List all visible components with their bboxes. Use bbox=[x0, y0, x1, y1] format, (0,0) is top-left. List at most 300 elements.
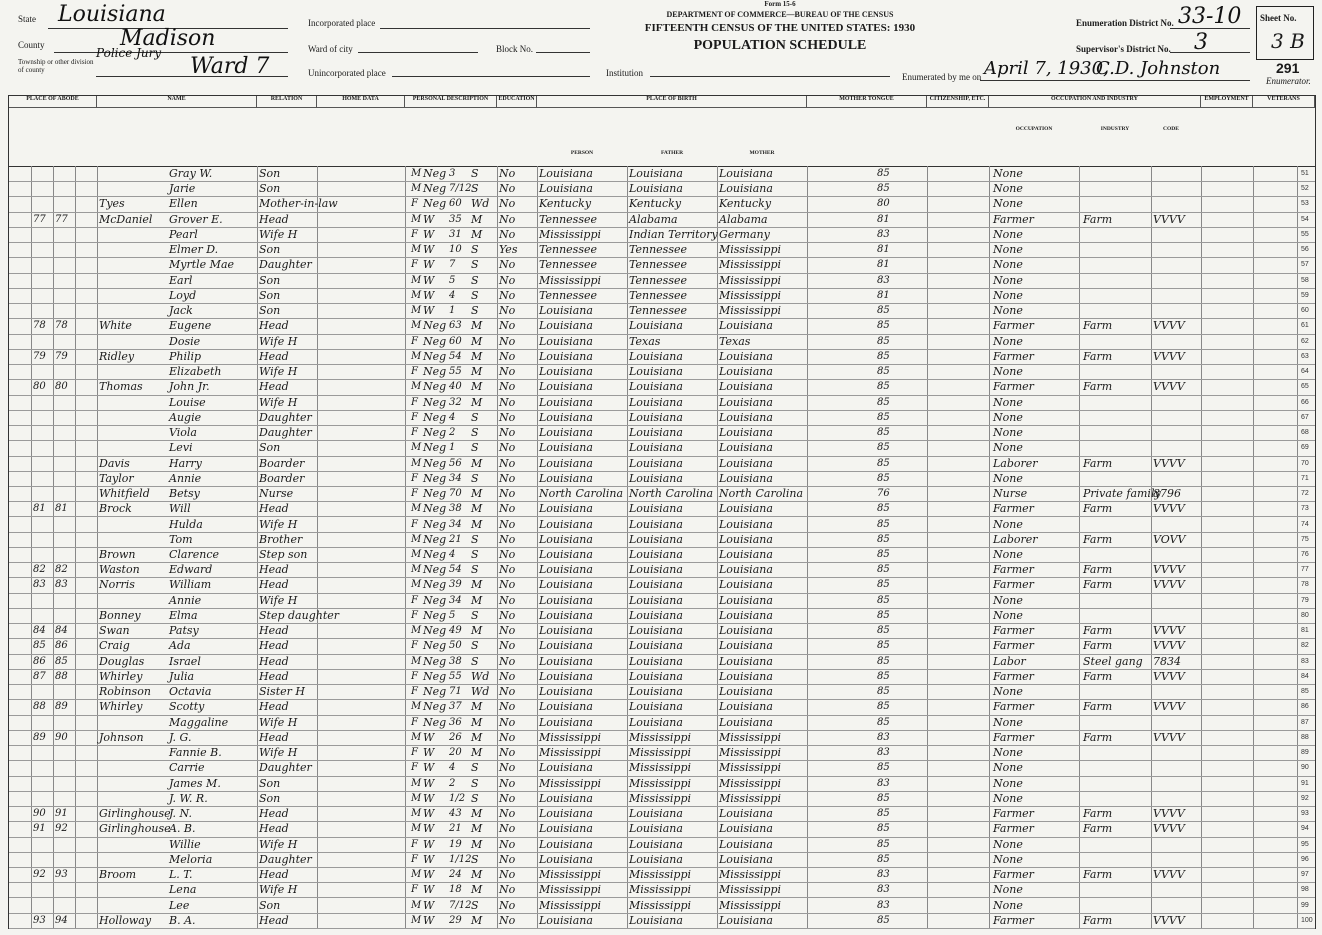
cell-ind bbox=[1083, 715, 1151, 730]
cell-age: 4 bbox=[449, 289, 456, 301]
cell-rel: Son bbox=[259, 791, 281, 805]
cell-mar: S bbox=[471, 258, 479, 272]
line-number: 65 bbox=[1301, 383, 1309, 391]
line-number: 82 bbox=[1301, 642, 1309, 650]
cell-occ: None bbox=[993, 593, 1023, 607]
cell-mar: S bbox=[471, 182, 479, 196]
cell-age: 7 bbox=[449, 259, 456, 271]
line-number: 70 bbox=[1301, 459, 1309, 467]
cell-fam bbox=[55, 273, 75, 288]
cell-mar: M bbox=[471, 715, 483, 729]
cell-surname: Thomas bbox=[99, 380, 143, 394]
schedule-table bbox=[8, 95, 1316, 929]
cell-mar: M bbox=[471, 502, 483, 516]
cell-fam: 78 bbox=[55, 320, 68, 332]
cell-dw bbox=[33, 486, 53, 501]
cell-school: No bbox=[499, 471, 516, 485]
cell-rel: Step son bbox=[259, 548, 308, 561]
cell-race: Neg bbox=[423, 517, 447, 531]
enumerator-label: Enumerator. bbox=[1266, 76, 1311, 86]
cell-school: No bbox=[499, 380, 516, 394]
cell-race: Neg bbox=[423, 532, 447, 546]
table-row bbox=[9, 898, 1315, 914]
cell-sex: M bbox=[411, 823, 422, 835]
enum-district-value: 33-10 bbox=[1178, 4, 1242, 29]
cell-school: Yes bbox=[499, 243, 518, 257]
cell-birth: Louisiana bbox=[539, 334, 593, 348]
table-row bbox=[9, 334, 1315, 350]
cell-sex: F bbox=[411, 747, 418, 759]
line-number: 71 bbox=[1301, 474, 1309, 482]
cell-surname bbox=[99, 898, 169, 913]
line-number: 98 bbox=[1301, 886, 1309, 894]
cell-age: 70 bbox=[449, 488, 462, 500]
cell-school: No bbox=[499, 426, 516, 440]
cell-mar: S bbox=[471, 471, 479, 485]
cell-dw bbox=[33, 471, 53, 486]
enumerator-name: C.D. Johnston bbox=[1096, 58, 1221, 79]
cell-ind: Farm bbox=[1083, 913, 1113, 927]
line-number: 56 bbox=[1301, 246, 1309, 254]
cell-mar: Wd bbox=[471, 685, 490, 699]
cell-birth: Louisiana bbox=[539, 578, 593, 592]
cell-dw bbox=[33, 227, 53, 242]
line-number: 51 bbox=[1301, 170, 1309, 177]
cell-dw: 84 bbox=[33, 625, 46, 637]
cell-ind: Farm bbox=[1083, 822, 1113, 836]
cell-occ: Farmer bbox=[993, 349, 1034, 363]
cell-fam bbox=[55, 486, 75, 501]
line-number: 55 bbox=[1301, 230, 1309, 238]
institution-line bbox=[650, 76, 890, 77]
cell-father: Mississippi bbox=[629, 776, 691, 790]
cell-occ: Laborer bbox=[993, 456, 1038, 470]
cell-tongue: 81 bbox=[877, 289, 890, 301]
cell-rel: Son bbox=[259, 776, 281, 790]
cell-mar: S bbox=[471, 761, 479, 775]
cell-fam bbox=[55, 456, 75, 471]
cell-ind: Farm bbox=[1083, 807, 1113, 821]
cell-tongue: 85 bbox=[877, 503, 890, 515]
cell-given: L. T. bbox=[169, 868, 193, 882]
cell-ind: Private family bbox=[1083, 487, 1161, 501]
cell-dw bbox=[33, 181, 53, 196]
township-value: Ward 7 bbox=[190, 54, 270, 79]
cell-father: Louisiana bbox=[629, 685, 683, 699]
cell-surname bbox=[99, 532, 169, 547]
cell-school: No bbox=[499, 883, 516, 897]
cell-tongue: 85 bbox=[877, 594, 890, 606]
cell-code bbox=[1153, 166, 1199, 181]
cell-sex: F bbox=[411, 716, 418, 728]
cell-school: No bbox=[499, 776, 516, 790]
cell-race: Neg bbox=[423, 548, 447, 561]
cell-age: 63 bbox=[449, 320, 462, 332]
cell-mother: Louisiana bbox=[719, 608, 773, 622]
page-number: 291 bbox=[1276, 60, 1300, 76]
cell-birth: Mississippi bbox=[539, 883, 601, 897]
cell-mar: M bbox=[471, 578, 483, 592]
cell-school: No bbox=[499, 563, 516, 577]
cell-fam bbox=[55, 288, 75, 303]
line-number: 94 bbox=[1301, 825, 1309, 833]
cell-dw: 79 bbox=[33, 350, 46, 362]
cell-age: 7/12 bbox=[449, 183, 472, 195]
cell-birth: Louisiana bbox=[539, 563, 593, 577]
cell-sex: F bbox=[411, 670, 418, 682]
cell-dw bbox=[33, 273, 53, 288]
cell-given: J. W. R. bbox=[169, 791, 208, 805]
block-line bbox=[536, 52, 590, 53]
cell-code bbox=[1153, 715, 1199, 730]
ward-line bbox=[358, 52, 478, 53]
cell-father: Louisiana bbox=[629, 380, 683, 394]
cell-code: VVVV bbox=[1153, 730, 1185, 744]
cell-sex: F bbox=[411, 609, 418, 621]
cell-surname bbox=[99, 440, 169, 455]
cell-sex: M bbox=[411, 289, 422, 301]
cell-age: 71 bbox=[449, 686, 462, 698]
line-number: 74 bbox=[1301, 520, 1309, 528]
cell-mar: S bbox=[471, 532, 479, 546]
cell-rel: Head bbox=[259, 624, 289, 638]
cell-age: 29 bbox=[449, 914, 462, 926]
cell-occ: None bbox=[993, 167, 1023, 180]
cell-mother: Louisiana bbox=[719, 593, 773, 607]
cell-given: Israel bbox=[169, 654, 201, 668]
cell-surname: McDaniel bbox=[99, 212, 153, 226]
cell-mother: Louisiana bbox=[719, 700, 773, 714]
line-number: 60 bbox=[1301, 307, 1309, 315]
cell-code: VVVV bbox=[1153, 502, 1185, 516]
cell-given: Grover E. bbox=[169, 212, 223, 226]
cell-ind: Farm bbox=[1083, 319, 1113, 333]
cell-mar: M bbox=[471, 624, 483, 638]
cell-surname bbox=[99, 745, 169, 760]
cell-dw bbox=[33, 532, 53, 547]
cell-ind: Farm bbox=[1083, 868, 1113, 882]
cell-birth: Louisiana bbox=[539, 182, 593, 196]
cell-given: Viola bbox=[169, 426, 197, 440]
cell-birth: Tennessee bbox=[539, 243, 597, 257]
line-number: 93 bbox=[1301, 810, 1309, 818]
cell-occ: Laborer bbox=[993, 532, 1038, 546]
cell-age: 21 bbox=[449, 533, 462, 545]
cell-code bbox=[1153, 395, 1199, 410]
cell-ind bbox=[1083, 684, 1151, 699]
cell-mother: Louisiana bbox=[719, 685, 773, 699]
cell-mar: S bbox=[471, 410, 479, 424]
cell-given: Betsy bbox=[169, 487, 200, 501]
cell-mother: Mississippi bbox=[719, 730, 781, 744]
cell-tongue: 85 bbox=[877, 533, 890, 545]
cell-tongue: 83 bbox=[877, 869, 890, 881]
sheet-label: Sheet No. bbox=[1260, 13, 1297, 23]
table-row bbox=[9, 501, 1315, 517]
cell-code: VVVV bbox=[1153, 563, 1185, 577]
table-row bbox=[9, 654, 1315, 670]
cell-mar: S bbox=[471, 852, 479, 866]
cell-occ: None bbox=[993, 548, 1023, 561]
cell-tongue: 85 bbox=[877, 381, 890, 393]
cell-mother: Germany bbox=[719, 227, 770, 241]
cell-birth: Louisiana bbox=[539, 502, 593, 516]
cell-mar: M bbox=[471, 334, 483, 348]
cell-sex: M bbox=[411, 274, 422, 286]
cell-tongue: 85 bbox=[877, 335, 890, 347]
cell-given: Ada bbox=[169, 639, 191, 653]
cell-birth: Kentucky bbox=[539, 197, 592, 211]
table-row bbox=[9, 456, 1315, 472]
cell-given: William bbox=[169, 578, 212, 592]
cell-fam: 80 bbox=[55, 381, 68, 393]
cell-school: No bbox=[499, 410, 516, 424]
cell-mar: S bbox=[471, 167, 479, 180]
line-number: 99 bbox=[1301, 901, 1309, 909]
cell-sex: M bbox=[411, 625, 422, 637]
cell-father: Louisiana bbox=[629, 807, 683, 821]
cell-occ: Farmer bbox=[993, 578, 1034, 592]
cell-occ: None bbox=[993, 837, 1023, 851]
cell-fam: 94 bbox=[55, 914, 68, 926]
cell-code: VVVV bbox=[1153, 456, 1185, 470]
cell-given: Lena bbox=[169, 883, 197, 897]
cell-surname: Broom bbox=[99, 868, 137, 882]
cell-school: No bbox=[499, 197, 516, 211]
cell-dw: 82 bbox=[33, 564, 46, 576]
cell-occ: Farmer bbox=[993, 212, 1034, 226]
cell-occ: None bbox=[993, 517, 1023, 531]
cell-surname bbox=[99, 288, 169, 303]
cell-mar: S bbox=[471, 243, 479, 257]
cell-mar: M bbox=[471, 746, 483, 760]
cell-code: VVVV bbox=[1153, 807, 1185, 821]
cell-mother: Louisiana bbox=[719, 532, 773, 546]
cell-rel: Head bbox=[259, 807, 289, 821]
cell-dw: 91 bbox=[33, 823, 46, 835]
cell-school: No bbox=[499, 624, 516, 638]
cell-rel: Son bbox=[259, 288, 281, 302]
cell-given: Tom bbox=[169, 532, 193, 546]
state-label: State bbox=[18, 14, 36, 24]
cell-age: 2 bbox=[449, 777, 456, 789]
cell-age: 35 bbox=[449, 213, 462, 225]
cell-rel: Daughter bbox=[259, 258, 312, 272]
cell-father: Louisiana bbox=[629, 426, 683, 440]
cell-sex: F bbox=[411, 640, 418, 652]
cell-mother: Louisiana bbox=[719, 182, 773, 196]
group-veterans: VETERANS bbox=[1253, 96, 1315, 108]
cell-given: Ellen bbox=[169, 197, 198, 211]
cell-occ: Farmer bbox=[993, 868, 1034, 882]
cell-fam bbox=[55, 882, 75, 897]
cell-occ: None bbox=[993, 410, 1023, 424]
table-row bbox=[9, 242, 1315, 258]
cell-given: B. A. bbox=[169, 913, 196, 927]
cell-given: Loyd bbox=[169, 288, 197, 302]
cell-occ: Farmer bbox=[993, 563, 1034, 577]
cell-birth: Louisiana bbox=[539, 608, 593, 622]
cell-mother: Louisiana bbox=[719, 807, 773, 821]
cell-age: 38 bbox=[449, 503, 462, 515]
cell-surname bbox=[99, 791, 169, 806]
cell-father: Indian Territory bbox=[629, 227, 718, 241]
cell-tongue: 85 bbox=[877, 320, 890, 332]
cell-school: No bbox=[499, 608, 516, 622]
cell-sex: F bbox=[411, 228, 418, 240]
cell-tongue: 83 bbox=[877, 777, 890, 789]
cell-mar: S bbox=[471, 441, 479, 455]
cell-rel: Wife H bbox=[259, 746, 298, 760]
cell-mar: S bbox=[471, 548, 479, 561]
cell-surname bbox=[99, 242, 169, 257]
table-row bbox=[9, 577, 1315, 593]
cell-rel: Head bbox=[259, 822, 289, 836]
cell-age: 39 bbox=[449, 579, 462, 591]
cell-age: 34 bbox=[449, 472, 462, 484]
cell-mar: S bbox=[471, 608, 479, 622]
line-number: 85 bbox=[1301, 688, 1309, 696]
cell-rel: Brother bbox=[259, 532, 303, 546]
cell-mar: Wd bbox=[471, 197, 490, 211]
cell-race: Neg bbox=[423, 593, 447, 607]
cell-sex: M bbox=[411, 350, 422, 362]
cell-race: W bbox=[423, 898, 435, 912]
cell-rel: Son bbox=[259, 898, 281, 912]
cell-race: Neg bbox=[423, 365, 447, 379]
cell-tongue: 85 bbox=[877, 396, 890, 408]
block-label: Block No. bbox=[496, 44, 533, 54]
table-row bbox=[9, 349, 1315, 365]
cell-dw bbox=[33, 395, 53, 410]
cell-dw bbox=[33, 882, 53, 897]
cell-dw: 78 bbox=[33, 320, 46, 332]
cell-dw bbox=[33, 257, 53, 272]
cell-father: Tennessee bbox=[629, 273, 687, 287]
cell-birth: Mississippi bbox=[539, 898, 601, 912]
cell-sex: M bbox=[411, 564, 422, 576]
cell-tongue: 85 bbox=[877, 472, 890, 484]
cell-code: VVVV bbox=[1153, 669, 1185, 683]
cell-code: VVVV bbox=[1153, 319, 1185, 333]
cell-school: No bbox=[499, 258, 516, 272]
cell-given: Scotty bbox=[169, 700, 205, 714]
cell-occ: None bbox=[993, 883, 1023, 897]
cell-father: Mississippi bbox=[629, 868, 691, 882]
cell-father: Mississippi bbox=[629, 761, 691, 775]
cell-mother: Louisiana bbox=[719, 380, 773, 394]
cell-occ: Farmer bbox=[993, 639, 1034, 653]
cell-race: W bbox=[423, 837, 435, 851]
cell-race: W bbox=[423, 822, 435, 836]
cell-mar: S bbox=[471, 426, 479, 440]
cell-race: Neg bbox=[423, 471, 447, 485]
cell-ind bbox=[1083, 471, 1151, 486]
cell-school: No bbox=[499, 487, 516, 501]
cell-school: No bbox=[499, 898, 516, 912]
cell-code: VVVV bbox=[1153, 212, 1185, 226]
cell-code bbox=[1153, 410, 1199, 425]
cell-school: No bbox=[499, 578, 516, 592]
cell-tongue: 85 bbox=[877, 518, 890, 530]
cell-birth: Louisiana bbox=[539, 669, 593, 683]
cell-given: Fannie B. bbox=[169, 746, 222, 760]
cell-birth: Tennessee bbox=[539, 258, 597, 272]
cell-age: 38 bbox=[449, 655, 462, 667]
cell-surname: Swan bbox=[99, 624, 130, 638]
cell-mother: Louisiana bbox=[719, 319, 773, 333]
cell-dw bbox=[33, 547, 53, 562]
cell-age: 32 bbox=[449, 396, 462, 408]
cell-surname: Bonney bbox=[99, 608, 141, 622]
cell-fam bbox=[55, 364, 75, 379]
table-row bbox=[9, 638, 1315, 654]
cell-race: Neg bbox=[423, 700, 447, 714]
cell-ind: Farm bbox=[1083, 639, 1113, 653]
county-value: Madison bbox=[120, 26, 216, 51]
cell-father: Louisiana bbox=[629, 624, 683, 638]
cell-mar: M bbox=[471, 730, 483, 744]
cell-age: 54 bbox=[449, 564, 462, 576]
cell-surname: Brown bbox=[99, 548, 136, 561]
cell-father: Louisiana bbox=[629, 715, 683, 729]
cell-mother: Mississippi bbox=[719, 776, 781, 790]
cell-fam: 88 bbox=[55, 670, 68, 682]
cell-ind bbox=[1083, 852, 1151, 867]
cell-fam bbox=[55, 684, 75, 699]
cell-surname: Brock bbox=[99, 502, 132, 516]
cell-sex: F bbox=[411, 335, 418, 347]
group-citizenship: CITIZENSHIP, ETC. bbox=[927, 96, 989, 108]
cell-code bbox=[1153, 882, 1199, 897]
line-number: 100 bbox=[1301, 916, 1313, 924]
cell-code bbox=[1153, 273, 1199, 288]
cell-rel: Wife H bbox=[259, 227, 298, 241]
cell-mar: M bbox=[471, 913, 483, 927]
incorporated-line bbox=[380, 28, 590, 29]
incorporated-label: Incorporated place bbox=[308, 18, 376, 28]
ward-label: Ward of city bbox=[308, 44, 353, 54]
table-row bbox=[9, 699, 1315, 715]
cell-race: Neg bbox=[423, 456, 447, 470]
cell-rel: Head bbox=[259, 639, 289, 653]
cell-rel: Head bbox=[259, 212, 289, 226]
line-number: 92 bbox=[1301, 794, 1309, 802]
line-number: 68 bbox=[1301, 429, 1309, 437]
table-row bbox=[9, 440, 1315, 456]
cell-code bbox=[1153, 303, 1199, 318]
cell-sex: F bbox=[411, 472, 418, 484]
cell-code bbox=[1153, 791, 1199, 806]
cell-tongue: 85 bbox=[877, 853, 890, 865]
cell-father: Louisiana bbox=[629, 456, 683, 470]
cell-fam: 89 bbox=[55, 701, 68, 713]
cell-birth: Louisiana bbox=[539, 532, 593, 546]
cell-fam bbox=[55, 227, 75, 242]
cell-ind bbox=[1083, 608, 1151, 623]
cell-birth: Louisiana bbox=[539, 685, 593, 699]
cell-birth: Louisiana bbox=[539, 715, 593, 729]
cell-mother: Louisiana bbox=[719, 365, 773, 379]
cell-fam bbox=[55, 532, 75, 547]
cell-tongue: 85 bbox=[877, 762, 890, 774]
cell-race: W bbox=[423, 776, 435, 790]
cell-sex: M bbox=[411, 869, 422, 881]
cell-occ: None bbox=[993, 395, 1023, 409]
cell-school: No bbox=[499, 227, 516, 241]
cell-father: Louisiana bbox=[629, 532, 683, 546]
table-row bbox=[9, 425, 1315, 441]
